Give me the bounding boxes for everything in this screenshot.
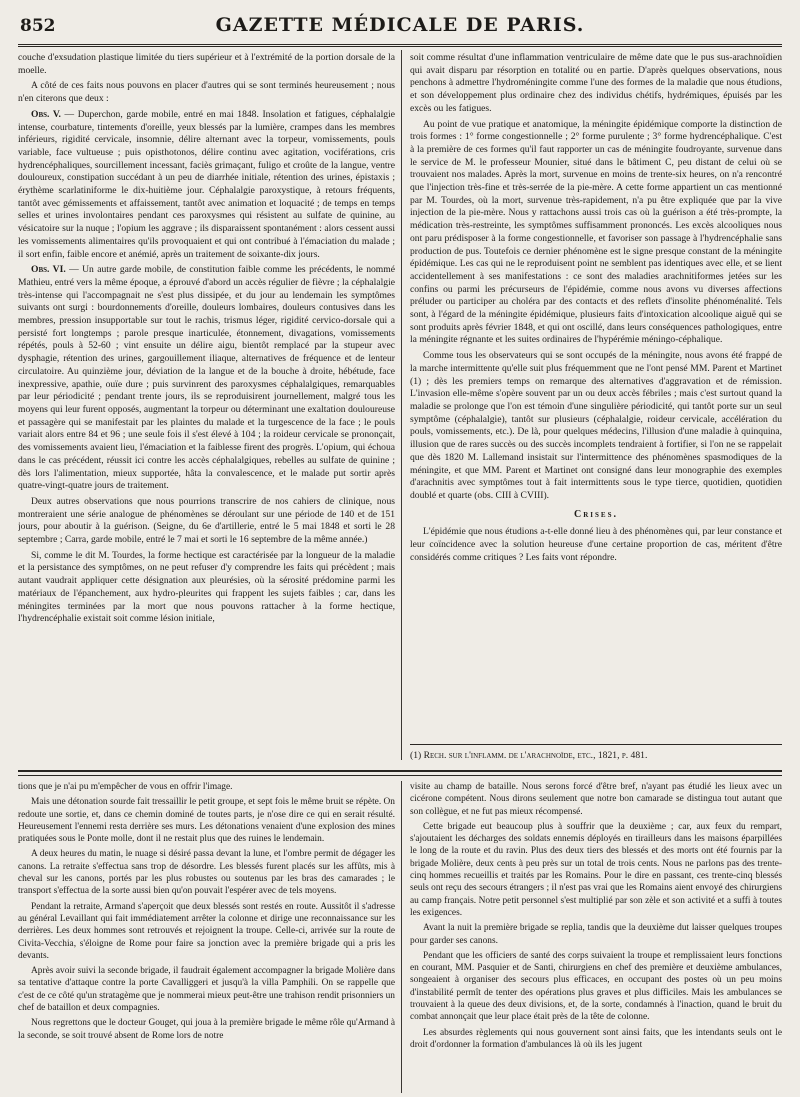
observation-label: Obs. V. <box>31 108 61 120</box>
footnote-rule <box>410 744 782 745</box>
observation-6 <box>18 264 395 493</box>
lower-left-column <box>18 781 395 1093</box>
column-divider <box>401 50 402 760</box>
observation-label: Obs. VI. <box>31 264 66 276</box>
paragraph: visite au champ de bataille. Nous serons forcé d'être bref, n'ayant pas étudié les lieux avec un cicérone compétent. Nous dirons seulement que notre bon camarade se distingua tout autant que son collègue, et ne fut pas mieux récompensé. <box>410 782 782 817</box>
paragraph: Cette brigade eut beaucoup plus à souffrir que la deuxième ; car, aux feux du rempart, s'ajoutaient les décharges des soldats ennemis déployés en tirailleurs dans les maisons éparpillées le long de la route et du ravin. Plus des deux tiers des blessés et des morts ont été fournis par la brigade Molière, deux cents à peu près sur un total de trois cents. Nous ne parlons pas des trente-cinq hommes recueillis et traités par les Romains. Pour le dire en passant, ces trente-cinq blessés seuls ont reçu des secours étrangers ; il n'est pas vrai que les Romains aient envoyé des chirurgiens au camp français. Notre petit personnel s'est multiplié par son zèle et son activité et a suffi à toutes les exigences. <box>410 821 782 918</box>
paragraph: Comme tous les observateurs qui se sont occupés de la méningite, nous avons été frappé de la marche intermittente qu'elle suit plus fréquemment que ne l'ont pensé MM. Parent et Martinet (1) ; dès les premiers temps on remarque des alternatives d'aggravation et de rémission. L'invasion elle-même s'opère souvent par un ou deux accès fébriles ; mais c'est surtout quand la maladie se prolonge que l'on est témoin d'une singulière périodicité, qui tantôt porte sur un seul symptôme (céphalalgie), tantôt sur plusieurs (céphalalgie, roideur cervicale, accélération du pouls, vomissements, etc.). De là, pour quelques médecins, l'illusion d'une maladie à quinquina, illusion que de rares succès ou des succès incomplets tendraient à fortifier, si l'on ne se rappelait que dès 1820 M. Lallemand insistait sur l'intermittence des phénomènes spasmodiques de la méningite, et que MM. Parent et Martinet ont consigné dans leur monographie des exemples d'arachnitis avec symptômes tout à fait intermittents sous le type tierce, quotidien, quotidien doublé et quarte (obs. CIII à CVIII). <box>410 350 782 501</box>
section-divider-thin <box>18 775 782 776</box>
section-heading-crises: Crises. <box>574 508 618 520</box>
paragraph: soit comme résultat d'une inflammation ventriculaire de même date que le pus sus-arachnoïdien qui avait disparu par résorption en totalité ou en partie. D'après quelques observations, nous penchons à admettre l'hydroméningite comme l'une des formes de la maladie que nous étudions, et son développement plus ordinaire chez des individus chétifs, hydrémiques, épuisés par les excès ou les fatigues. <box>410 52 782 114</box>
paragraph: Deux autres observations que nous pourrions transcrire de nos cahiers de clinique, nous montreraient une série analogue de phénomènes se déroulant sur une période de 140 et de 151 jours, pour aboutir à la guérison. (Seigne, du 6e d'artillerie, entré le 5 mai 1848 et sorti le 28 septembre ; Carra, garde mobile, entré le 7 mai et sorti le 16 septembre de la même année.) <box>18 495 395 546</box>
right-column <box>410 52 782 742</box>
paragraph: A deux heures du matin, le nuage si désiré passa devant la lune, et l'ombre permit de dégager les canons. La retraite s'effectua sans trop de désordre. Les blessés furent placés sur les affûts, mis à cheval sur les canons, portés par les plus robustes ou soutenus par les bras des camarades ; le transport s'effectua de la sorte aussi bien qu'on pouvait l'espérer avec de tels moyens. <box>18 849 395 897</box>
observation-5 <box>18 109 395 261</box>
paragraph: Avant la nuit la première brigade se replia, tandis que la deuxième dut laisser quelques troupes pour garder ses canons. <box>410 923 782 946</box>
page-number: 852 <box>20 16 56 36</box>
paragraph: Pendant la retraite, Armand s'aperçoit que deux blessés sont restés en route. Aussitôt il s'adresse au général Levaillant qui fait immédiatement arrêter la colonne et dirige une reconnaissance sur les derrières. Les deux hommes sont retrouvés et rejoignent la troupe. Celle-ci, arrivée sur la route de Civita-Vecchia, s'éloigne de Rome pour faire sa jonction avec la première brigade qui a pris les devants. <box>18 901 395 961</box>
paragraph: tions que je n'ai pu m'empêcher de vous en offrir l'image. <box>18 782 233 792</box>
paragraph: Après avoir suivi la seconde brigade, il faudrait également accompagner la brigade Molière dans sa tentative d'attaque contre la porte Cavalliggeri et jusqu'à la villa Pamphili. On se rappelle que c'est de ce côté qu'un stratagème que je nommerai mieux peut-être une trahison rendit prisonniers un chef de bataillon et deux compagnies. <box>18 966 395 1014</box>
lower-column-divider <box>401 781 402 1093</box>
paragraph: Au point de vue pratique et anatomique, la méningite épidémique comporte la distinction de trois formes : 1° forme congestionnelle ; 2° forme purulente ; 3° forme hydrencéphalique. C'est à la première de ces formes qu'il faut rapporter un cas de méningite foudroyante, survenue dans le service de M. le professeur Mounier, situé dans le bâtiment C, peu distant de celui où se trouvaient nos malades. Après la mort, survenue en moins de trente-six heures, on n'a rencontré que l'injection très-fine et très-serrée de la pie-mère. A cette forme appartient un cas mentionné par M. Tourdes, où la mort, survenue très-rapidement, n'a pu être expliquée que par la vive injection de la pie-mère. Nous y rattachons aussi trois cas où la guérison a été très-prompte, la médication très-restreinte, les symptômes suffisamment prononcés. Les excès alcooliques nous ont paru prédisposer à la forme congestionnelle, et favoriser son passage à l'hydrencéphalie sans production de pus. Toutefois ce dernier phénomène est le signe presque constant de la méningite épidémique. Les cas qui ne le reproduisent point ne semblent pas identiques avec elle, et se lient accidentellement à ses manifestations : ce sont des maladies arachnitiformes jetées sur les confins ou parmi les précurseurs de l'épidémie, comme nous avons vu diverses affections préluder ou participer au choléra par des contacts et des reflets d'insolite phénoménalité. Tels sont, à l'égard de la méningite épidémique, plusieurs faits d'intoxication alcoolique aiguë qui se sont produits après février 1848, et qui ont oscillé, dans leurs conséquences pathologiques, entre la méningite régnante et les suites ordinaires de l'hypérémie méningo-céphalique. <box>410 118 782 346</box>
paragraph: Mais une détonation sourde fait tressaillir le petit groupe, et sept fois le même bruit se répète. On redoute une sortie, et, dans ce chemin dominé de toutes parts, je n'ose dire ce qui en serait résulté. Heureusement l'ennemi resta derrière ses murs. Les détonations venaient d'une explosion des mines pratiquées sous le Ponte molle, dont il ne restait plus que des ruines le lendemain. <box>18 797 395 845</box>
paragraph: Nous regrettons que le docteur Gouget, qui joua à la première brigade le même rôle qu'Armand à la seconde, se soit trouvé absent de Rome lors de notre <box>18 1018 395 1041</box>
observation-text: — Un autre garde mobile, de constitution faible comme les précédents, le nommé Mathieu, entré vers la même époque, a éprouvé d'abord un accès régulier de fièvre ; la céphalalgie très-intense qui l'accompagnait ne s'est plus dissipée, et du jour au lendemain les symptômes suivants ont surgi : bourdonnements d'oreille, douleurs lombaires, douleurs contusives dans les membres, pression insupportable sur tout le rachis, trismus léger, rigidité cervico-dorsale qui a persisté fort longtemps ; parole presque inarticulée, étonnement, divagations, vomissements répétés, pouls à 52-60 ; vint ensuite un délire aigu, bientôt remplacé par la stupeur avec dysphagie, rétention des urines, gargouillement iliaque, alternatives de fréquence et de lenteur circulatoire. Au quinzième jour, déviation de la langue et de la bouche à droite, hébétude, face inexpressive, apathie, ouïe dure ; puis survinrent des paroxysmes céphalalgiques, remarquables par leur périodicité ; pendant trente jours, ils se reproduisirent journellement, malgré tous les moyens qui leur furent opposés, augmentant la torpeur ou déterminant une exaltation douloureuse et passagère qui se manifestait par les plaintes du malade et la turgescence de la face ; le pouls variait alors entre 84 et 96 ; une seule fois il s'est élevé à 104 ; la roideur cervicale se prononçait, des vomissements avaient lieu, l'émaciation et la faiblesse firent des progrès. L'opium, qui échoua dans le cas précédent, réussit ici contre les accès céphalalgiques, rebelles au sulfate de quinine ; dès lors l'alimentation, mieux supportée, hâta la convalescence, et le malade put sortir après quatre-vingt-quatre jours de traitement. <box>18 264 395 492</box>
observation-text: — Duperchon, garde mobile, entré en mai 1848. Insolation et fatigues, céphalalgie intense, courbature, tintements d'oreille, yeux blessés par la lumière, crampes dans les membres inférieurs, rigidité cervicale, insomnie, délire alternant avec la torpeur, vomissements, pouls variable, face vultueuse ; puis opisthotonos, délire continu avec agitation, vociférations, cris hydrencéphaliques, sourcillement incessant, faciès grimaçant, fuligo et croûte de la langue, ventre douloureux, constipation succédant à un peu de diarrhée initiale, rétention des urines, épistaxis ; érythème scarlatiniforme le dix-huitième jour. Céphalalgie paroxystique, à retours fréquents, tantôt avec gémissements et affaissement, tantôt avec animation et loquacité ; de temps en temps selles et urines involontaires pendant ces paroxysmes qui résistent au sulfate de quinine, au vésicatoire sur la nuque ; l'opium les aggrave ; ils disparaissent spontanément : alors cessent aussi les vomissements alimentaires qu'ils provoquaient et qui ont contribué à l'émaciation du malade ; il sort enfin, faible encore et anémié, après un traitement de soixante-dix jours. <box>18 108 395 260</box>
page-header <box>18 10 782 47</box>
paragraph: Si, comme le dit M. Tourdes, la forme hectique est caractérisée par la longueur de la maladie et la persistance des symptômes, on ne peut refuser d'y comprendre les faits qui précèdent ; mais autant vaudrait appliquer cette désignation aux pleurésies, où la sérosité prédomine parmi les matériaux de l'épanchement, aux hydro-pleurites qui frappent les sujets faibles ; car, dans les méningites terminées par la mort que nous pouvons rattacher à la forme hectique, l'hydrencéphalie existait soit comme lésion initiale, <box>18 549 395 625</box>
paragraph: Pendant que les officiers de santé des corps suivaient la troupe et remplissaient leurs fonctions en courant, MM. Pasquier et de Santi, chirurgiens en chef des première et deuxième ambulances, songeaient à organiser des secours plus efficaces, en occupant des postes où un peu moins d'instabilité permît de tenter des opérations plus graves et plus difficiles. Mais les ambulances se trouvaient à la queue des deux divisions, et, de la sorte, condamnés à l'inaction, quand le bruit du combat annonçait que leur place était près de la tête de colonne. <box>410 950 782 1023</box>
section-divider <box>18 770 782 772</box>
journal-title: GAZETTE MÉDICALE DE PARIS. <box>215 14 585 36</box>
left-column <box>18 52 395 760</box>
footnote: (1) Rech. sur l'inflamm. de l'arachnoïde, etc., 1821, p. 481. <box>410 750 648 761</box>
paragraph: couche d'exsudation plastique limitée du tiers supérieur et à l'extrémité de la portion dorsale de la moelle. <box>18 52 395 76</box>
paragraph: A côté de ces faits nous pouvons en placer d'autres qui se sont terminés heureusement ; nous n'en citerons que deux : <box>18 80 395 105</box>
paragraph: Les absurdes règlements qui nous gouvernent sont ainsi faits, que les intendants seuls ont le droit d'ordonner la formation d'ambulances là où ils les jugent <box>410 1027 782 1050</box>
lower-right-column <box>410 781 782 1093</box>
paragraph: L'épidémie que nous étudions a-t-elle donné lieu à des phénomènes qui, par leur constance et leur coïncidence avec la solution heureuse d'une certaine proportion de cas, méritent d'être considérés comme critiques ? Les faits vont répondre. <box>410 526 782 563</box>
